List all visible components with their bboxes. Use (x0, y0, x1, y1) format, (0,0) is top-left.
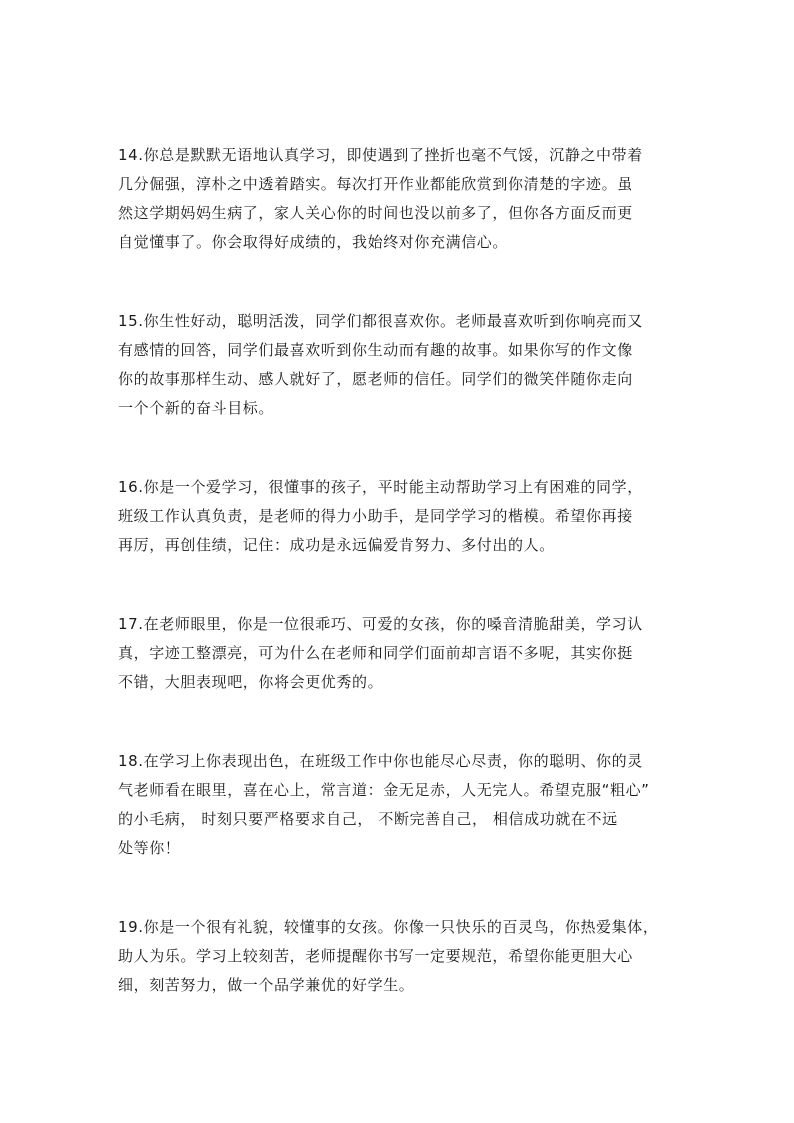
comment-paragraph-14 (118, 141, 678, 257)
comment-paragraph-15 (118, 307, 678, 423)
paragraph-spacer (118, 560, 678, 610)
paragraph-line: 再厉，再创佳绩，记住：成功是永远偏爱肯努力、多付出的人。 (118, 536, 555, 554)
paragraph-line: 气老师看在眼里，喜在心上，常言道：金无足赤，人无完人。希望克服“粗心” (118, 781, 650, 799)
paragraph-line: 然这学期妈妈生病了，家人关心你的时间也没以前多了，但你各方面反而更 (118, 204, 633, 222)
paragraph-spacer (118, 423, 678, 473)
comment-paragraph-19 (118, 913, 678, 1000)
paragraph-spacer (118, 697, 678, 747)
paragraph-line: 16.你是一个爱学习，很懂事的孩子，平时能主动帮助学习上有困难的同学， (118, 478, 643, 496)
paragraph-line: 的小毛病， 时刻只要严格要求自己， 不断完善自己， 相信成功就在不远 (118, 810, 618, 828)
paragraph-spacer (118, 257, 678, 307)
paragraph-line: 19.你是一个很有礼貌，较懂事的女孩。你像一只快乐的百灵鸟，你热爱集体， (118, 918, 659, 936)
comment-paragraph-16 (118, 473, 678, 560)
comment-paragraph-18 (118, 747, 678, 863)
paragraph-line: 14.你总是默默无语地认真学习，即使遇到了挫折也毫不气馁，沉静之中带着 (118, 146, 643, 164)
paragraph-line: 18.在学习上你表现出色，在班级工作中你也能尽心尽责，你的聪明、你的灵 (118, 752, 643, 770)
paragraph-line: 几分倔强，淳朴之中透着踏实。每次打开作业都能欣赏到你清楚的字迹。虽 (118, 175, 633, 193)
paragraph-line: 不错，大胆表现吧，你将会更优秀的。 (118, 673, 384, 691)
document-body (118, 141, 678, 1000)
paragraph-line: 15.你生性好动，聪明活泼，同学们都很喜欢你。老师最喜欢听到你响亮而又 (118, 312, 643, 330)
paragraph-line: 细，刻苦努力，做一个品学兼优的好学生。 (118, 976, 415, 994)
paragraph-line: 助人为乐。学习上较刻苦，老师提醒你书写一定要规范，希望你能更胆大心 (118, 947, 633, 965)
paragraph-spacer (118, 863, 678, 913)
comment-paragraph-17 (118, 610, 678, 697)
paragraph-line: 真，字迹工整漂亮，可为什么在老师和同学们面前却言语不多呢，其实你挺 (118, 644, 633, 662)
paragraph-line: 一个个新的奋斗目标。 (118, 399, 275, 417)
paragraph-line: 处等你！ (118, 839, 181, 857)
paragraph-line: 有感情的回答，同学们最喜欢听到你生动而有趣的故事。如果你写的作文像 (118, 341, 633, 359)
paragraph-line: 班级工作认真负责，是老师的得力小助手，是同学学习的楷模。希望你再接 (118, 507, 633, 525)
paragraph-line: 17.在老师眼里，你是一位很乖巧、可爱的女孩，你的嗓音清脆甜美，学习认 (118, 615, 643, 633)
paragraph-line: 你的故事那样生动、感人就好了，愿老师的信任。同学们的微笑伴随你走向 (118, 370, 633, 388)
paragraph-line: 自觉懂事了。你会取得好成绩的，我始终对你充满信心。 (118, 233, 509, 251)
